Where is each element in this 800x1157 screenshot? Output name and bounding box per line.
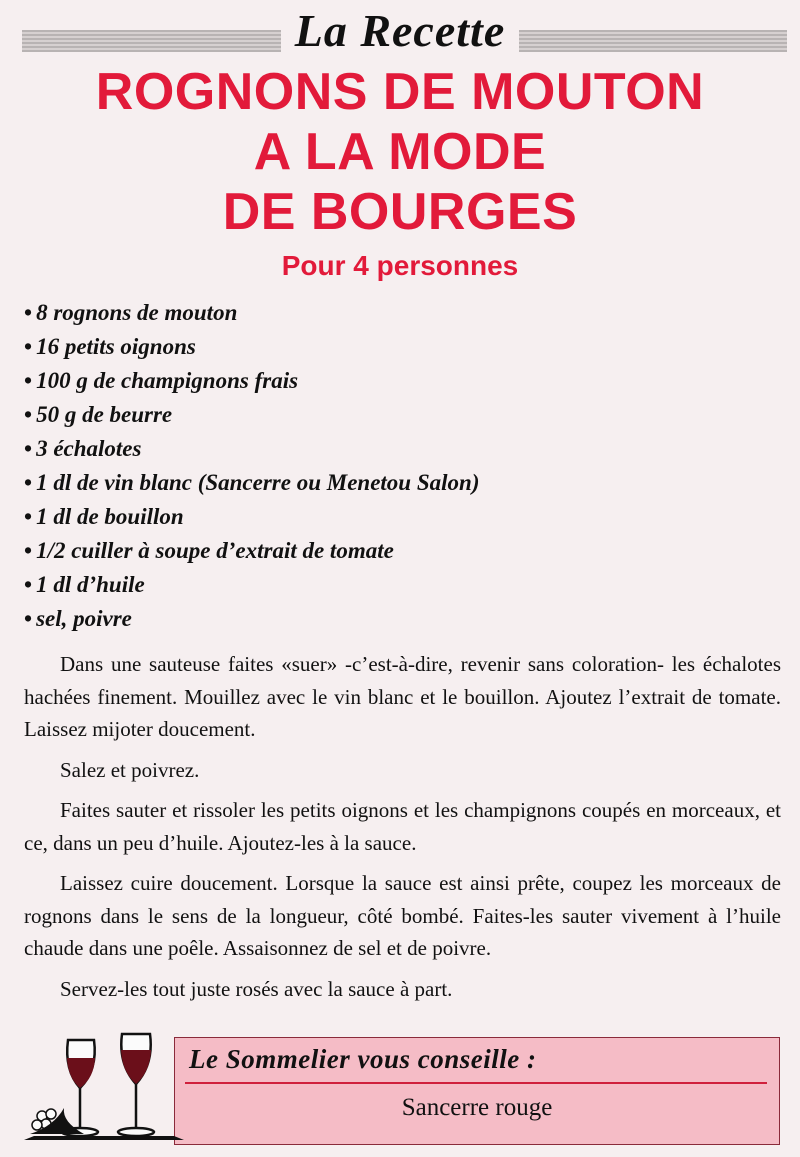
section-title [0,4,800,57]
instructions [24,648,781,1013]
ingredient-list [24,296,479,636]
ingredient-item [24,364,479,398]
bullet-icon: • [24,402,33,427]
bullet-icon: • [24,334,33,359]
sommelier-heading: Le Sommelier vous conseille : [189,1044,537,1074]
instruction-paragraph: Laissez cuire doucement. Lorsque la sauce est ainsi prête, coupez les morceaux de rognons dans le sens de la longueur, côté bombé. Faites-les sauter vivement à l’huile chaude dans une poêle. Assaisonnez de sel et de poivre. [24,871,781,960]
wine-recommendation: Sancerre rouge [401,1094,553,1121]
bullet-icon: • [24,470,33,495]
instruction-paragraph: Servez-les tout juste rosés avec la sauce à part. [60,976,453,1001]
ingredient-text: 1 dl de vin blanc (Sancerre ou Menetou Salon) [36,470,480,495]
instruction-paragraph: Dans une sauteuse faites «suer» -c’est-à-dire, revenir sans coloration- les échalotes hachées finement. Mouillez avec le vin blanc et le bouillon. Ajoutez l’extrait de tomate. Laissez mijoter doucement. [24,652,781,741]
bullet-icon: • [24,504,33,529]
recipe-title-line: ROGNONS DE MOUTON [95,63,705,121]
section-title-text: La Recette [281,5,520,56]
bullet-icon: • [24,368,33,393]
ingredient-text: 1 dl d’huile [36,572,145,597]
ingredient-item [24,466,479,500]
ingredient-text: 16 petits oignons [36,334,196,359]
ingredient-item [24,534,479,568]
ingredient-text: 1/2 cuiller à soupe d’extrait de tomate [36,538,394,563]
servings-label: Pour 4 personnes [281,250,519,281]
ingredient-text: sel, poivre [36,606,132,631]
bullet-icon: • [24,300,33,325]
ingredient-item [24,602,479,636]
bullet-icon: • [24,606,33,631]
recipe-title-line: DE BOURGES [222,183,578,241]
instruction-paragraph: Faites sauter et rissoler les petits oignons et les champignons coupés en morceaux, et ce, dans un peu d’huile. Ajoutez-les à la sauce. [24,798,781,855]
ingredient-text: 100 g de champignons frais [36,368,299,393]
wine-glasses-icon [24,1030,184,1146]
ingredient-text: 3 échalotes [36,436,142,461]
recipe-title [0,62,800,242]
recipe-title-line: A LA MODE [253,123,547,181]
bullet-icon: • [24,436,33,461]
ingredient-item [24,432,479,466]
ingredient-text: 1 dl de bouillon [36,504,184,529]
ingredient-item [24,330,479,364]
ingredient-item [24,296,479,330]
ingredient-item [24,398,479,432]
ingredient-item [24,568,479,602]
ingredient-text: 50 g de beurre [36,402,173,427]
sommelier-box [174,1037,780,1145]
bullet-icon: • [24,572,33,597]
ingredient-item [24,500,479,534]
ingredient-text: 8 rognons de mouton [36,300,238,325]
divider [185,1082,767,1084]
bullet-icon: • [24,538,33,563]
instruction-paragraph: Salez et poivrez. [60,757,200,782]
